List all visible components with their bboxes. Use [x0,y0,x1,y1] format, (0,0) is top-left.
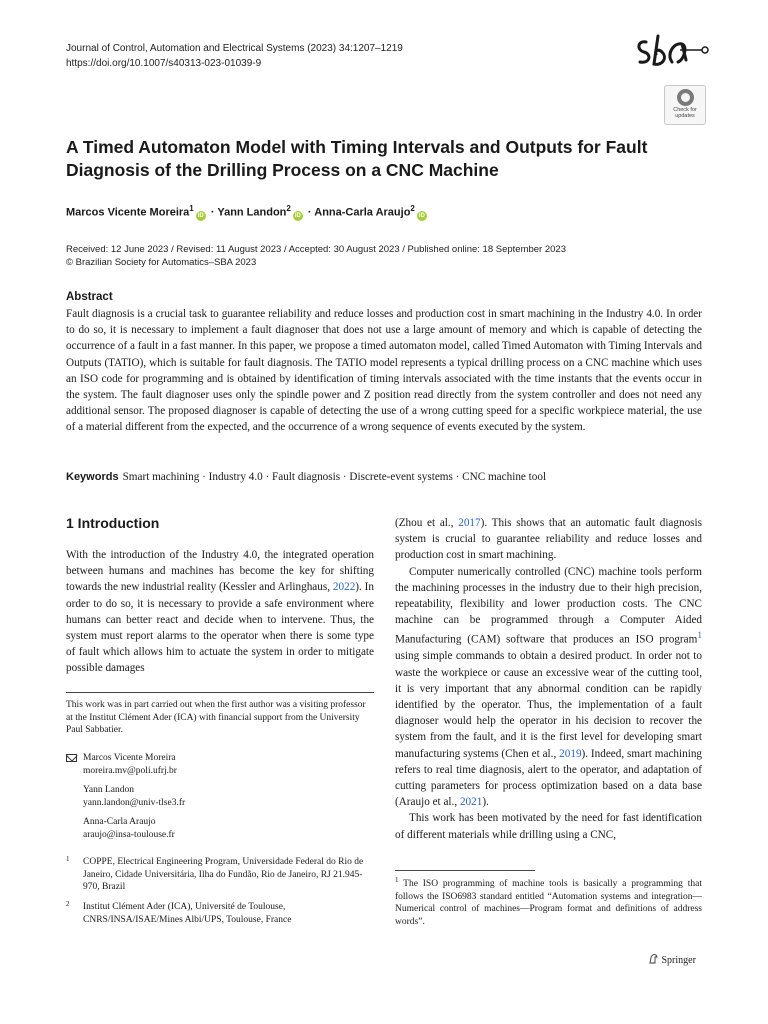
author-name[interactable]: Marcos Vicente Moreira [66,206,190,219]
keywords-text: Smart machining · Industry 4.0 · Fault diagnosis · Discrete-event systems · CNC machine tool [122,471,547,483]
orcid-icon[interactable]: iD [197,212,204,219]
author-name[interactable]: Anna-Carla Araujo [314,206,411,219]
paragraph: With the introduction of the Industry 4.0, the integrated operation between humans and machines has become the key for shifting towards the new industrial reality (Kessler and Arlinghaus, 2022). In order to do so, it is necessary to provide a safe environment where humans can better react and decide when to intervene. Thus, the system must report alarms to the operator when there is some type of fault which allows him to actuate the system in order to mitigate possible damages [66,549,374,675]
journal-header [66,41,403,71]
footnote-ref[interactable]: 1 [697,631,702,642]
keywords-label: Keywords [66,471,119,483]
correspondent-name: Marcos Vicente Moreira [83,753,176,763]
update-icon [677,89,694,106]
correspondent-name: Anna-Carla Araujo [83,817,156,827]
correspondent-email[interactable]: araujo@insa-toulouse.fr [83,829,175,840]
citation-link[interactable]: 2019 [559,747,582,760]
iso-footnote: $^1$ The ISO programming of machine tools is basically a programming that follows the ISO6983 standard entitled “Automation systems and integration—Numerical control of machines—Program format and definitions of address words”. [395,876,702,927]
correspondent-name: Yann Landon [83,785,135,795]
correspondent-email[interactable]: yann.landon@univ-tlse3.fr [83,797,186,808]
funding-footnote: This work was in part carried out when the first author was a visiting professor at the Institut Clément Ader (ICA) with financial support from the University Paul Sabbatier. [66,700,366,735]
correspondent-email[interactable]: moreira.mv@poli.ufrj.br [83,765,177,776]
copyright: © Brazilian Society for Automatics–SBA 2023 [66,257,257,268]
body-column-left [66,547,374,677]
journal-citation: Journal of Control, Automation and Electrical Systems (2023) 34:1207–1219 [66,43,403,54]
footnote-divider [395,870,535,871]
author-list: Marcos Vicente Moreira$^1$iD · Yann Landon$^2$iD · Anna-Carla Araujo$^2$iD [66,204,425,219]
footnote-divider [66,692,374,693]
orcid-icon[interactable]: iD [418,212,425,219]
keywords [66,469,546,485]
orcid-icon[interactable]: iD [294,212,301,219]
check-for-updates-badge[interactable]: Check for updates [664,85,706,125]
publisher-mark: Springer [648,953,696,966]
author-name[interactable]: Yann Landon [217,206,287,219]
envelope-icon [66,754,77,762]
paragraph: This work has been motivated by the need for fast identification of different materials while drilling using a CNC, [395,812,702,841]
paper-title: A Timed Automaton Model with Timing Intervals and Outputs for Fault Diagnosis of the Drilling Process on a CNC Machine [66,137,648,180]
body-column-right [395,515,702,843]
citation-link[interactable]: 2021 [459,796,483,809]
section-heading: 1 Introduction [66,515,160,531]
springer-horse-icon [648,953,659,964]
sba-logo [632,30,716,72]
doi-link[interactable]: https://doi.org/10.1007/s40313-023-01039-9 [66,58,262,69]
paragraph: Computer numerically controlled (CNC) machine tools perform the machining processes in the industry due to their high precision, repeatability, flexibility and lower production costs. The CNC machine can be programmed through a Computer Aided Manufacturing (CAM) software that produces an ISO program$^1$ using simple commands to obtain a desired product. In order not to waste the workpiece or cause an excessive wear of the cutting tool, it is very important that any abnormal condition can be rapidly identified by the operator. Thus, the implementation of a fault diagnoser would help the operator in his decision to recover the system from the fault, and it is the first level for developing smart manufacturing systems (Chen et al., 2019). Indeed, smart machining refers to real time diagnosis, alert to the operator, and adaptation of cutting parameters for process optimization based on a data base (Araujo et al., 2021). [395,565,703,809]
abstract-text: Fault diagnosis is a crucial task to guarantee reliability and reduce losses and production cost in smart machining in the Industry 4.0. In order to do so, it is necessary to implement a fault diagnoser that does not use a large amount of memory and which is capable of detecting the occurrence of a fault in a fast manner. In this paper, we propose a timed automaton model, called Timed Automaton with Timing Intervals and Outputs (TATIO), which is suitable for fault diagnosis. The TATIO model represents a typical drilling process on a CNC machine which uses an ISO code for programming and is obtained by identification of timing intervals associated with the time instants that the events occur in the system. The fault diagnoser uses only the spindle power and Z position read directly from the system controller and does not need any additional sensor. The proposed diagnoser is capable of detecting the use of a wrong cutting speed for a specific workpiece material, the use of a material different from the expected, and the occurrence of a wrong sequence of events executed by the system. [66,308,702,434]
publication-dates [66,243,566,269]
citation-link[interactable]: 2022 [332,581,356,594]
paragraph: (Zhou et al., 2017). This shows that an automatic fault diagnosis system is crucial to guarantee reliability and reduce losses and production cost in smart machining. [395,517,702,562]
history-dates: Received: 12 June 2023 / Revised: 11 August 2023 / Accepted: 30 August 2023 / Published online: 18 September 2023 [66,244,566,255]
citation-link[interactable]: 2017 [458,517,481,529]
abstract-heading: Abstract [66,291,113,303]
